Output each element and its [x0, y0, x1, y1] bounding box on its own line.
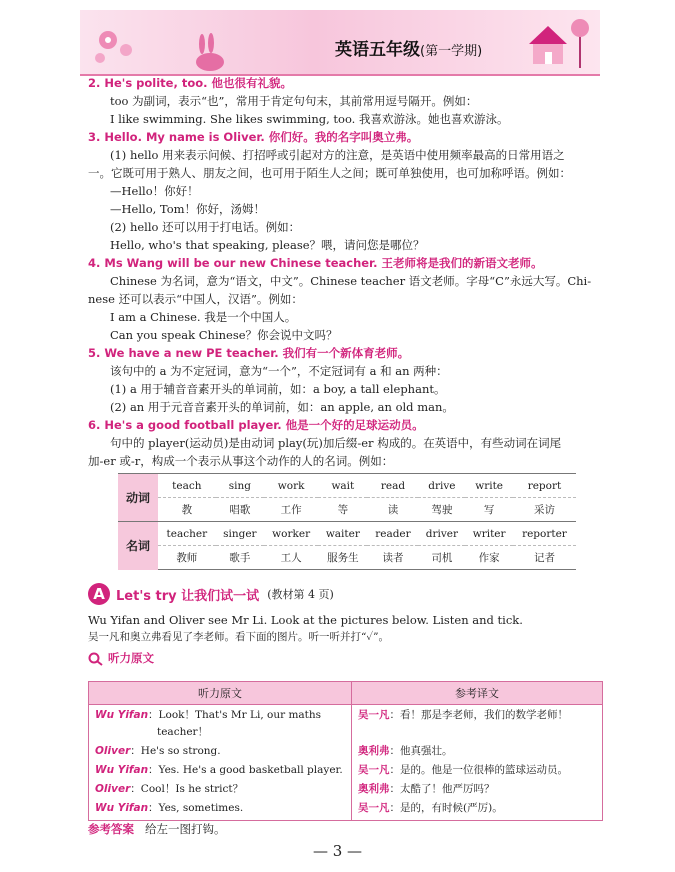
- section-3-line: (2) hello 还可以用于打电话。例如：: [110, 220, 301, 234]
- speaker-name: Wu Yifan: [95, 709, 149, 721]
- translation-text: ：看！那是李老师，我们的数学老师！: [389, 709, 568, 721]
- table-cell: work: [264, 474, 318, 498]
- answer-line: [88, 821, 225, 837]
- dialogue-text: ：Cool！Is he strict？: [130, 783, 244, 795]
- table-cell: writer: [465, 522, 513, 546]
- section-a-badge: A: [88, 583, 110, 605]
- translation-text: ：他真强壮。: [389, 745, 453, 757]
- table-cell: 唱歌: [216, 498, 264, 522]
- section-3-line: —Hello！你好！: [110, 184, 199, 198]
- magnifier-icon: [88, 652, 104, 666]
- speaker-name: Oliver: [95, 783, 131, 795]
- section-3-line: (1) hello 用来表示问候、打招呼或引起对方的注意，是英语中使用频率最高的日常用语之: [110, 148, 565, 162]
- section-2-heading: 2. He's polite, too. 他也很有礼貌。: [88, 76, 293, 90]
- listening-label-text: 听力原文: [108, 651, 155, 665]
- section-2-line: I like swimming. She likes swimming, too. 我喜欢游泳。她也喜欢游泳。: [110, 112, 509, 126]
- table-cell: 工作: [264, 498, 318, 522]
- section-3-line: 一。它既可用于熟人、朋友之间，也可用于陌生人之间；既可单独使用，也可加称呼语。例如：: [88, 166, 571, 180]
- page-header-banner: [80, 10, 600, 76]
- table-cell: teacher: [158, 522, 216, 546]
- speaker-name-zh: 吴一凡: [358, 802, 390, 814]
- house-tree-decoration-icon: [525, 14, 597, 72]
- table-cell: drive: [418, 474, 465, 498]
- section-3-line: Hello, who's that speaking, please？喂，请问您是哪位？: [110, 238, 425, 252]
- table-cell: singer: [216, 522, 264, 546]
- dialogue-text: teacher！: [157, 726, 209, 738]
- table-cell: 驾驶: [418, 498, 465, 522]
- table-cell: 读者: [367, 546, 418, 570]
- table-cell: 歌手: [216, 546, 264, 570]
- table-cell: teach: [158, 474, 216, 498]
- transcript-cell: [89, 779, 352, 798]
- table-cell: 教师: [158, 546, 216, 570]
- table-cell: sing: [216, 474, 264, 498]
- transcript-cell: [89, 798, 352, 821]
- table-cell: 写: [465, 498, 513, 522]
- speaker-name: Wu Yifan: [95, 802, 149, 814]
- col-header-translation: 参考译文: [352, 682, 603, 705]
- lets-try-instruction-en: Wu Yifan and Oliver see Mr Li. Look at the pictures below. Listen and tick.: [88, 613, 523, 627]
- lets-try-instruction-zh: 吴一凡和奥立弗看见了李老师。看下面的图片。听一听并打“✓”。: [88, 631, 390, 643]
- transcript-cell: [89, 705, 352, 742]
- dialogue-text: ：Yes. He's a good basketball player.: [148, 764, 343, 776]
- listening-label: [88, 650, 154, 666]
- table-cell: 记者: [513, 546, 576, 570]
- table-cell: worker: [264, 522, 318, 546]
- section-5-line: 该句中的 a 为不定冠词，意为“一个”，不定冠词有 a 和 an 两种：: [110, 364, 448, 378]
- bunny-decoration-icon: [180, 32, 240, 72]
- table-cell: 司机: [418, 546, 465, 570]
- section-4-line: Can you speak Chinese？你会说中文吗？: [110, 328, 338, 342]
- transcript-cell: [89, 741, 352, 760]
- transcript-cell: [89, 760, 352, 779]
- table-cell: read: [367, 474, 418, 498]
- section-6-heading: 6. He's a good football player. 他是一个好的足球运动员。: [88, 418, 424, 432]
- table-cell: 作家: [465, 546, 513, 570]
- table-cell: 工人: [264, 546, 318, 570]
- translation-cell: [352, 760, 603, 779]
- verb-row-label: 动词: [118, 474, 158, 522]
- table-cell: reporter: [513, 522, 576, 546]
- translation-text: ：是的，有时候(严厉)。: [389, 802, 503, 814]
- header-subtitle: (第一学期): [420, 44, 483, 59]
- section-2-line: too 为副词，表示“也”，常用于肯定句句末，其前常用逗号隔开。例如：: [110, 94, 478, 108]
- table-cell: report: [513, 474, 576, 498]
- dialogue-text: ：He's so strong.: [130, 745, 221, 757]
- dialogue-text: ：Look！That's Mr Li, our maths: [148, 709, 322, 721]
- table-cell: waiter: [318, 522, 367, 546]
- translation-text: ：是的。他是一位很棒的篮球运动员。: [389, 764, 568, 776]
- speaker-name-zh: 吴一凡: [358, 709, 390, 721]
- translation-cell: [352, 779, 603, 798]
- section-4-heading: 4. Ms Wang will be our new Chinese teacher. 王老师将是我们的新语文老师。: [88, 256, 543, 270]
- dialogue-text: ：Yes, sometimes.: [148, 802, 244, 814]
- speaker-name: Oliver: [95, 745, 131, 757]
- section-6-line: 句中的 player(运动员)是由动词 play(玩)加后缀-er 构成的。在英语中，有些动词在词尾: [110, 436, 562, 450]
- table-cell: 服务生: [318, 546, 367, 570]
- header-title: [335, 35, 482, 60]
- section-5-line: (1) a 用于辅音音素开头的单词前，如：a boy, a tall elephant。: [110, 382, 446, 396]
- table-cell: 读: [367, 498, 418, 522]
- answer-key-label: 参考答案: [88, 822, 134, 836]
- section-3-line: —Hello, Tom！你好，汤姆！: [110, 202, 266, 216]
- section-4-line: I am a Chinese. 我是一个中国人。: [110, 310, 297, 324]
- translation-cell: [352, 741, 603, 760]
- lets-try-section: [88, 583, 334, 605]
- table-cell: reader: [367, 522, 418, 546]
- table-cell: 采访: [513, 498, 576, 522]
- page-number: — 3 —: [312, 842, 363, 860]
- speaker-name-zh: 奥利弗: [358, 745, 390, 757]
- speaker-name-zh: 吴一凡: [358, 764, 390, 776]
- translation-text: ：太酷了！他严厉吗？: [389, 783, 495, 795]
- section-5-line: (2) an 用于元音音素开头的单词前，如：an apple, an old man。: [110, 400, 454, 414]
- table-cell: 等: [318, 498, 367, 522]
- flower-decoration-icon: [86, 18, 146, 72]
- header-title-text: 英语五年级: [335, 40, 420, 60]
- speaker-name-zh: 奥利弗: [358, 783, 390, 795]
- table-cell: wait: [318, 474, 367, 498]
- verb-noun-table: [118, 473, 576, 570]
- section-4-line: nese 还可以表示“中国人，汉语”。例如：: [88, 292, 303, 306]
- section-6-line: 加-er 或-r，构成一个表示从事这个动作的人的名词。例如：: [88, 454, 394, 468]
- translation-cell: [352, 705, 603, 742]
- speaker-name: Wu Yifan: [95, 764, 149, 776]
- answer-value: 给左一图打钩。: [144, 822, 226, 836]
- lets-try-note: (教材第 4 页): [267, 588, 334, 601]
- lets-try-title: Let's try 让我们试一试: [116, 588, 260, 604]
- translation-cell: [352, 798, 603, 821]
- section-5-heading: 5. We have a new PE teacher. 我们有一个新体育老师。: [88, 346, 410, 360]
- section-4-line: Chinese 为名词，意为“语文，中文”。Chinese teacher 语文老师。字母“C”永远大写。Chi-: [110, 274, 592, 288]
- table-cell: driver: [418, 522, 465, 546]
- noun-row-label: 名词: [118, 522, 158, 570]
- listening-transcript-table: [88, 681, 603, 821]
- col-header-original: 听力原文: [89, 682, 352, 705]
- table-cell: write: [465, 474, 513, 498]
- table-cell: 教: [158, 498, 216, 522]
- section-3-heading: 3. Hello. My name is Oliver. 你们好。我的名字叫奥立弗。: [88, 130, 419, 144]
